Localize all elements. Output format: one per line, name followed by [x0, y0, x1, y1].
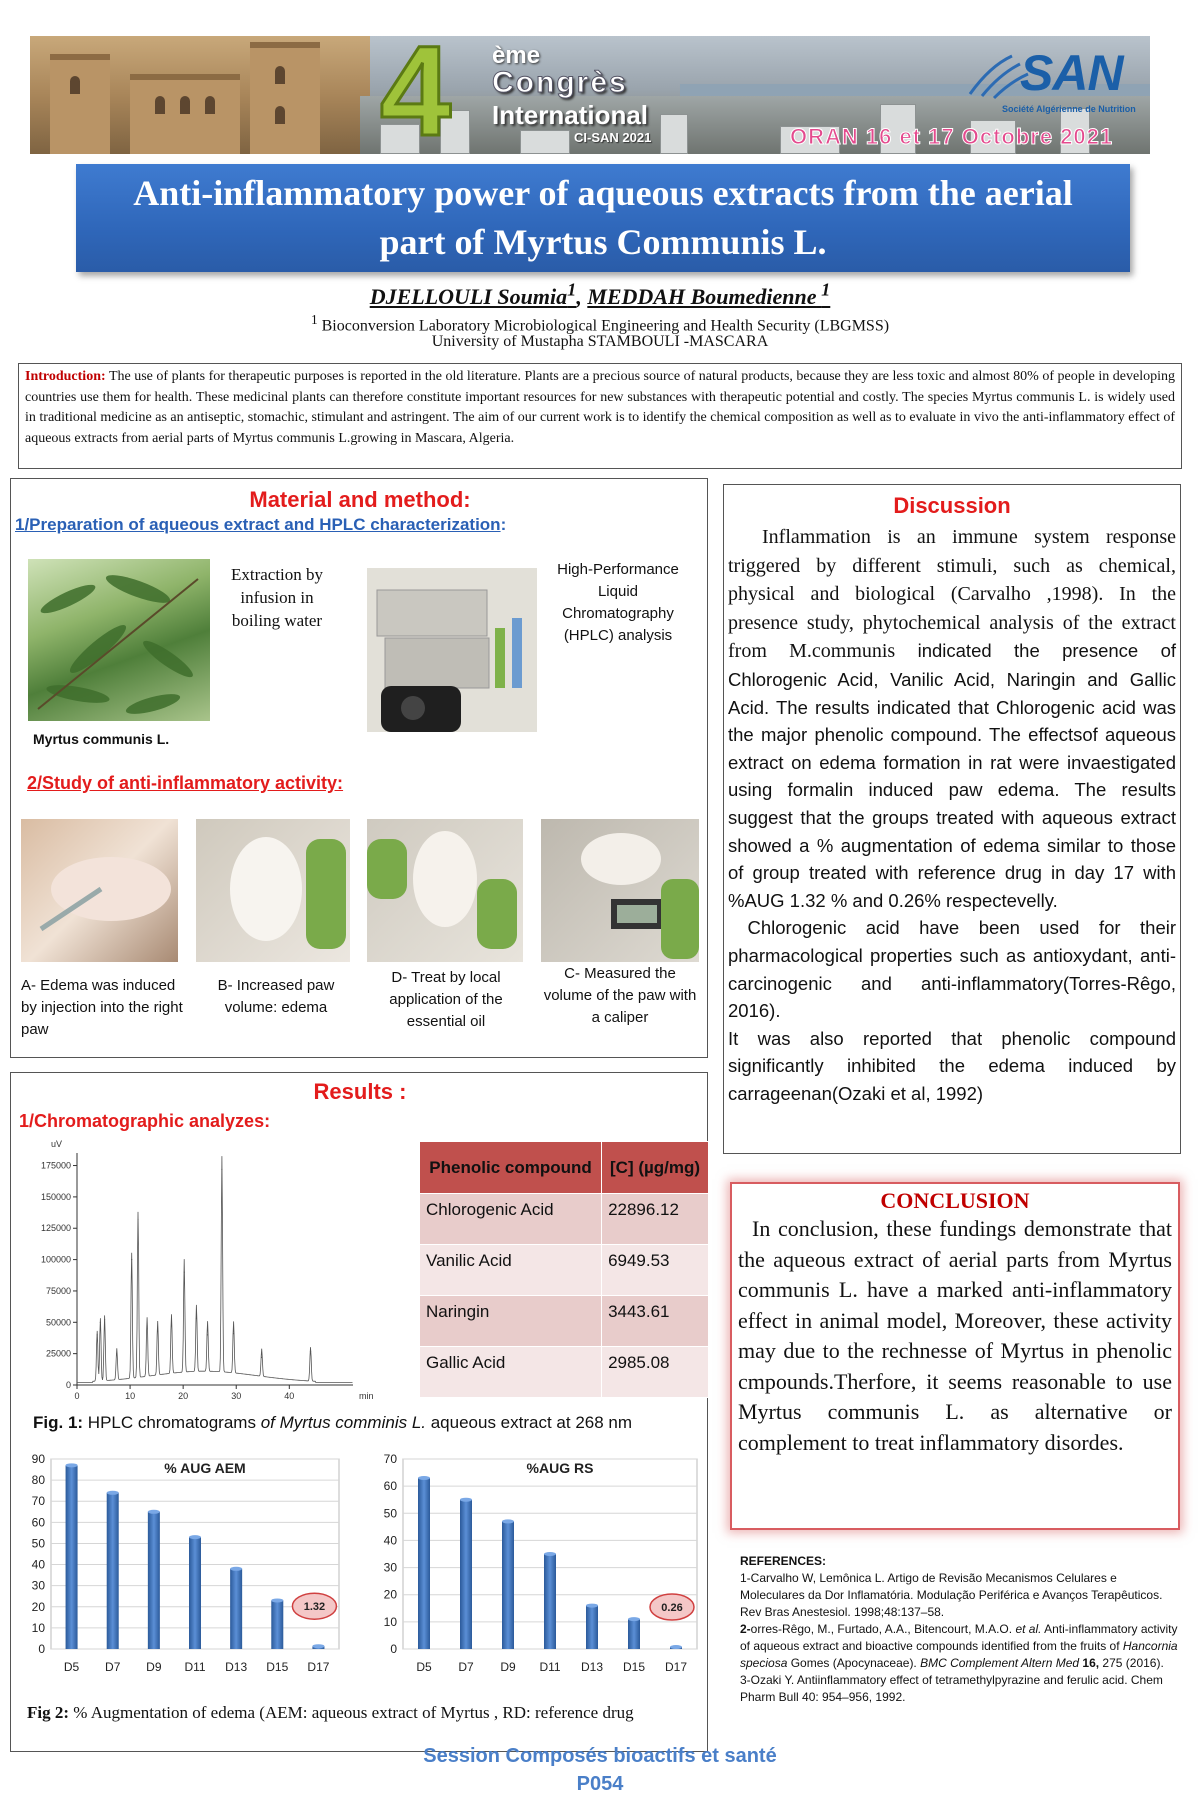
rs-y-tick-label: 70 [383, 1452, 397, 1466]
chrom-peak [207, 1334, 208, 1335]
aem-y-tick-label: 10 [31, 1620, 45, 1635]
aem-bar [66, 1465, 78, 1649]
step-d-caption: D- Treat by local application of the essential oil [389, 969, 503, 1030]
conference-banner [30, 36, 1150, 154]
hplc-instrument-photo [367, 568, 537, 732]
rs-y-tick-label: 40 [383, 1533, 397, 1548]
results-section [10, 1072, 708, 1752]
rs-bar-top [544, 1552, 556, 1556]
chrom-peak [100, 1322, 101, 1323]
rs-y-tick-label: 0 [390, 1642, 397, 1656]
rs-x-tick-label: D15 [622, 1660, 646, 1674]
aem-y-tick-label: 40 [31, 1557, 45, 1572]
discussion-p1-serif: Inflammation is an immune system response triggered by different stimuli, such as chemical, physical and biological (Carvalho ,1998). In the presence study, phytochemical analysis of the extract from M.communis [728, 526, 1176, 663]
rs-y-tick-label: 10 [383, 1614, 397, 1629]
discussion-p1-sans: indicated the presence of Chlorogenic Acid, Vanilic Acid, Naringin and Gallic Acid. The results indicated that Chlorogenic acid was the major phenolic compound. The effectsof aqueous extract on edema formation in rat were invaestigated using formalin induced paw edema. The results suggest that the groups treated with aqueous extract showed a % augmentation of edema similar to those of group treated with reference drug in day 17 with %AUG 1.32 % and 0.26% respectevelly. [728, 640, 1176, 911]
bar-chart-aem [19, 1443, 349, 1679]
rs-bar [418, 1478, 430, 1649]
chrom-x-tick-label: 0 [74, 1391, 80, 1401]
aem-bar-top [148, 1510, 160, 1514]
rs-x-tick-label: D7 [458, 1660, 474, 1674]
banner-edition: CI-SAN 2021 [574, 130, 652, 145]
table-row [420, 1194, 709, 1245]
aem-y-tick-label: 30 [31, 1578, 45, 1593]
introduction-text: The use of plants for therapeutic purposes is reported in the old literature. Plants are a precious source of natural products, because they are less toxic and almost 80% of people in developing countries use them for health. These medicinal plants can therefore constitute important resources for new substances with therapeutic potential and costly. The species Myrtus communis L. is widely used in traditional medicine as an antiseptic, stomachic, stimulant and astringent. The aim of our current work is to identify the chemical composition as well as to evaluate in vivo the anti-inflammatory effect of aqueous extracts from aerial parts of Myrtus communis L.growing in Mascara, Algeria. [25, 369, 1176, 446]
aem-y-tick-label: 80 [31, 1473, 45, 1488]
chrom-peak [104, 1319, 105, 1320]
table-cell-compound: Naringin [420, 1296, 602, 1347]
aem-bar-top [66, 1463, 78, 1467]
chrom-peak [184, 1272, 185, 1273]
methods-sub2: 2/Study of anti-inflammatory activity: [27, 773, 344, 793]
bar-chart-rs [371, 1443, 707, 1679]
rs-callout-label: 0.26 [661, 1602, 683, 1614]
rat-photo-caliper [541, 819, 699, 962]
table-row [420, 1245, 709, 1296]
chrom-trace [77, 1156, 353, 1382]
aem-y-tick-label: 0 [38, 1642, 45, 1656]
aem-x-tick-label: D17 [307, 1660, 330, 1674]
methods-heading: Material and method: [249, 487, 471, 512]
rs-y-tick-label: 60 [383, 1479, 397, 1494]
chrom-x-tick-label: 30 [231, 1391, 242, 1401]
conclusion-text: In conclusion, these fundings demonstrate that the aqueous extract of aerial parts from Myrtus communis L. have a marked anti-inflammatory effect in animal model, Moreover, these activity may due to the rechnesse of Myrtus in phenolic cmpounds.Therfore, it seems reasonable to use Myrtus communis L. as alternative or complement to treat inflammatory disordes. [738, 1216, 1172, 1455]
reference-3: 3-Ozaki Y. Antiinflammatory effect of tetramethylpyrazine and ferulic acid. Chem Pharm Bull 40: 954–956, 1992. [740, 1673, 1163, 1704]
fig2-caption: Fig 2: % Augmentation of edema (AEM: aqueous extract of Myrtus , RD: reference drug [27, 1703, 634, 1722]
discussion-heading: Discussion [893, 493, 1011, 518]
references-section [740, 1553, 1180, 1706]
conclusion-box [730, 1182, 1180, 1530]
rs-bar [544, 1554, 556, 1649]
chrom-peak [261, 1357, 262, 1358]
chrom-y-tick-label: 50000 [45, 1317, 71, 1328]
rs-x-tick-label: D11 [539, 1660, 561, 1674]
plant-caption: Myrtus communis L. [33, 731, 170, 747]
aem-bar [230, 1569, 242, 1649]
banner-international: International [492, 100, 649, 130]
rs-bar-top [586, 1604, 598, 1608]
author-2: MEDDAH Boumedienne $^1$ [587, 280, 831, 310]
references-heading: REFERENCES: [740, 1554, 827, 1568]
hplc-chromatogram [31, 1135, 415, 1405]
step-a-caption: A- Edema was induced by injection into the right paw [21, 977, 183, 1038]
aem-x-tick-label: D11 [184, 1660, 206, 1674]
myrtus-plant-photo [28, 559, 210, 721]
rs-x-tick-label: D13 [580, 1660, 604, 1674]
chrom-peak [171, 1325, 172, 1326]
poster-code: P054 [576, 1773, 624, 1795]
discussion-p2: Chlorogenic acid have been used for their pharmacological properties such as antioxydant, anti-carcinogenic and anti-inflammatory(Torres-Rêgo, 2016). [728, 917, 1177, 1022]
aem-bar-top [189, 1535, 201, 1539]
methods-sub1: 1/Preparation of aqueous extract and HPLC characterization: [15, 515, 507, 534]
aem-x-tick-label: D9 [146, 1660, 162, 1674]
aem-x-tick-label: D15 [266, 1660, 289, 1674]
banner-society-name: Société Algérienne de Nutrition [1002, 104, 1136, 114]
rs-bar [628, 1619, 640, 1649]
aem-bar-top [230, 1567, 242, 1571]
aem-bar [189, 1537, 201, 1649]
reference-2: 2-orres-Rêgo, M., Furtado, A.A., Bitencourt, M.A.O. et al. Anti-inflammatory activity of aqueous extract and bioactive compounds identified from the fruits of Hancornia speciosa Gomes (Apocynaceae). BMC Complement Altern Med 16, 275 (2016). [740, 1622, 1178, 1670]
affiliation-lab: $^1$ Bioconversion Laboratory Microbiological Engineering and Health Security (LBGMSS) [310, 312, 890, 335]
rs-y-tick-label: 50 [383, 1506, 397, 1521]
chrom-y-tick-label: 25000 [45, 1348, 71, 1359]
chrom-y-tick-label: 100000 [40, 1254, 71, 1265]
chrom-peak [221, 1169, 222, 1170]
rs-bar-top [628, 1617, 640, 1621]
aem-y-tick-label: 50 [31, 1536, 45, 1551]
fig1-caption: Fig. 1: HPLC chromatograms of Myrtus comminis L. aqueous extract at 268 nm [33, 1413, 633, 1432]
hplc-label: High-Performance Liquid Chromatography (HPLC) analysis [557, 561, 679, 644]
chrom-peak [116, 1353, 117, 1354]
table-cell-compound: Chlorogenic Acid [420, 1194, 602, 1245]
rat-photo-injection [21, 819, 178, 962]
chrom-peak [233, 1333, 234, 1334]
author-1: DJELLOULI Soumia$^1$ [369, 280, 577, 310]
discussion-body [728, 523, 1176, 1107]
aem-y-tick-label: 90 [31, 1452, 45, 1466]
chrom-peak [97, 1334, 98, 1335]
banner-building-image [30, 36, 370, 154]
banner-ordinal: ème [492, 42, 541, 69]
chrom-x-label: min [359, 1391, 374, 1401]
table-header-compound: Phenolic compound [420, 1142, 602, 1194]
reference-1: 1-Carvalho W, Lemônica L. Artigo de Revisão Mecanismos Celulares e Moleculares da Dor Inflamatória. Modulação Periférica e Avanços Terapêuticos. Rev Bras Anestesiol. 1998;48:137–58. [740, 1571, 1163, 1619]
chrom-y-tick-label: 75000 [45, 1285, 71, 1296]
banner-congres: Congrès [492, 66, 628, 99]
authors: DJELLOULI Soumia$^1$, MEDDAH Boumedienne $^1$ [369, 280, 831, 310]
discussion-section [723, 484, 1181, 1154]
aem-y-tick-label: 20 [31, 1599, 45, 1614]
banner-dates: ORAN 16 et 17 Octobre 2021 [790, 124, 1114, 149]
aem-bar-top [312, 1644, 324, 1648]
rs-x-tick-label: D5 [416, 1660, 432, 1674]
chrom-peak [131, 1259, 132, 1260]
rs-bar [502, 1521, 514, 1649]
rat-photo-edema [196, 819, 350, 962]
chrom-x-tick-label: 20 [178, 1391, 189, 1401]
chrom-y-tick-label: 0 [65, 1380, 71, 1390]
rs-bar-top [670, 1645, 682, 1649]
poster-title: Anti-inflammatory power of aqueous extracts from the aerial part of Myrtus Communis L. [133, 173, 1073, 262]
introduction-box [18, 363, 1182, 469]
table-row [420, 1347, 709, 1398]
chrom-y-label: uV [51, 1139, 63, 1149]
table-row [420, 1296, 709, 1347]
introduction-label: Introduction: [25, 369, 106, 384]
rs-title: %AUG RS [526, 1460, 594, 1476]
aem-x-tick-label: D5 [63, 1660, 80, 1674]
results-sub1: 1/Chromatographic analyzes: [19, 1111, 271, 1131]
aem-bar [271, 1600, 283, 1649]
banner-san-logo: SAN [1020, 45, 1123, 101]
table-header-row [420, 1142, 709, 1194]
conclusion-heading: CONCLUSION [880, 1188, 1030, 1213]
table-cell-compound: Vanilic Acid [420, 1245, 602, 1296]
rs-bar-top [502, 1519, 514, 1523]
table-cell-conc: 2985.08 [602, 1347, 709, 1398]
discussion-p3: It was also reported that phenolic compound significantly inhibited the edema induced by carrageenan(Ozaki et al, 1992) [728, 1027, 1176, 1104]
rs-y-tick-label: 30 [383, 1560, 397, 1575]
affiliation-university: University of Mustapha STAMBOULI -MASCARA [431, 333, 769, 350]
chrom-peak [146, 1325, 147, 1326]
rs-x-tick-label: D9 [500, 1660, 516, 1674]
aem-y-tick-label: 70 [31, 1494, 45, 1509]
aem-x-tick-label: D7 [105, 1660, 121, 1674]
rs-bar-top [418, 1476, 430, 1480]
aem-y-tick-label: 60 [31, 1515, 45, 1530]
table-cell-conc: 6949.53 [602, 1245, 709, 1296]
chrom-y-tick-label: 125000 [40, 1223, 71, 1234]
aem-bar-top [107, 1491, 119, 1495]
session-label: Session Composés bioactifs et santé [423, 1745, 777, 1767]
extraction-label: Extraction by infusion in boiling water [230, 565, 324, 630]
chrom-peak [137, 1219, 138, 1220]
table-header-conc: [C] (µg/mg) [602, 1142, 709, 1194]
step-b-caption: B- Increased paw volume: edema [217, 977, 335, 1016]
aem-x-tick-label: D13 [225, 1660, 248, 1674]
aem-title: % AUG AEM [164, 1460, 246, 1476]
rat-photo-treatment [367, 819, 523, 962]
aem-bar [107, 1493, 119, 1649]
chrom-peak [310, 1351, 311, 1352]
rs-bar-top [460, 1498, 472, 1502]
rs-y-tick-label: 20 [383, 1587, 397, 1602]
phenolic-table [419, 1141, 709, 1398]
rs-bar [586, 1606, 598, 1649]
aem-bar [148, 1512, 160, 1649]
methods-section [10, 478, 708, 1058]
rs-bar [460, 1500, 472, 1649]
table-cell-conc: 22896.12 [602, 1194, 709, 1245]
chrom-y-tick-label: 150000 [40, 1191, 71, 1202]
chrom-peak [157, 1330, 158, 1331]
table-cell-conc: 3443.61 [602, 1296, 709, 1347]
results-heading: Results : [313, 1079, 407, 1104]
aem-bar-top [271, 1598, 283, 1602]
rs-x-tick-label: D17 [664, 1660, 688, 1674]
step-c-caption: C- Measured the volume of the paw with a caliper [543, 965, 697, 1026]
chrom-x-tick-label: 40 [284, 1391, 295, 1401]
chrom-x-tick-label: 10 [125, 1391, 136, 1401]
chrom-peak [196, 1318, 197, 1319]
aem-callout-label: 1.32 [303, 1601, 326, 1614]
banner-number: 4 [380, 36, 452, 154]
chrom-y-tick-label: 175000 [40, 1160, 71, 1171]
table-cell-compound: Gallic Acid [420, 1347, 602, 1398]
title-box [76, 164, 1130, 272]
